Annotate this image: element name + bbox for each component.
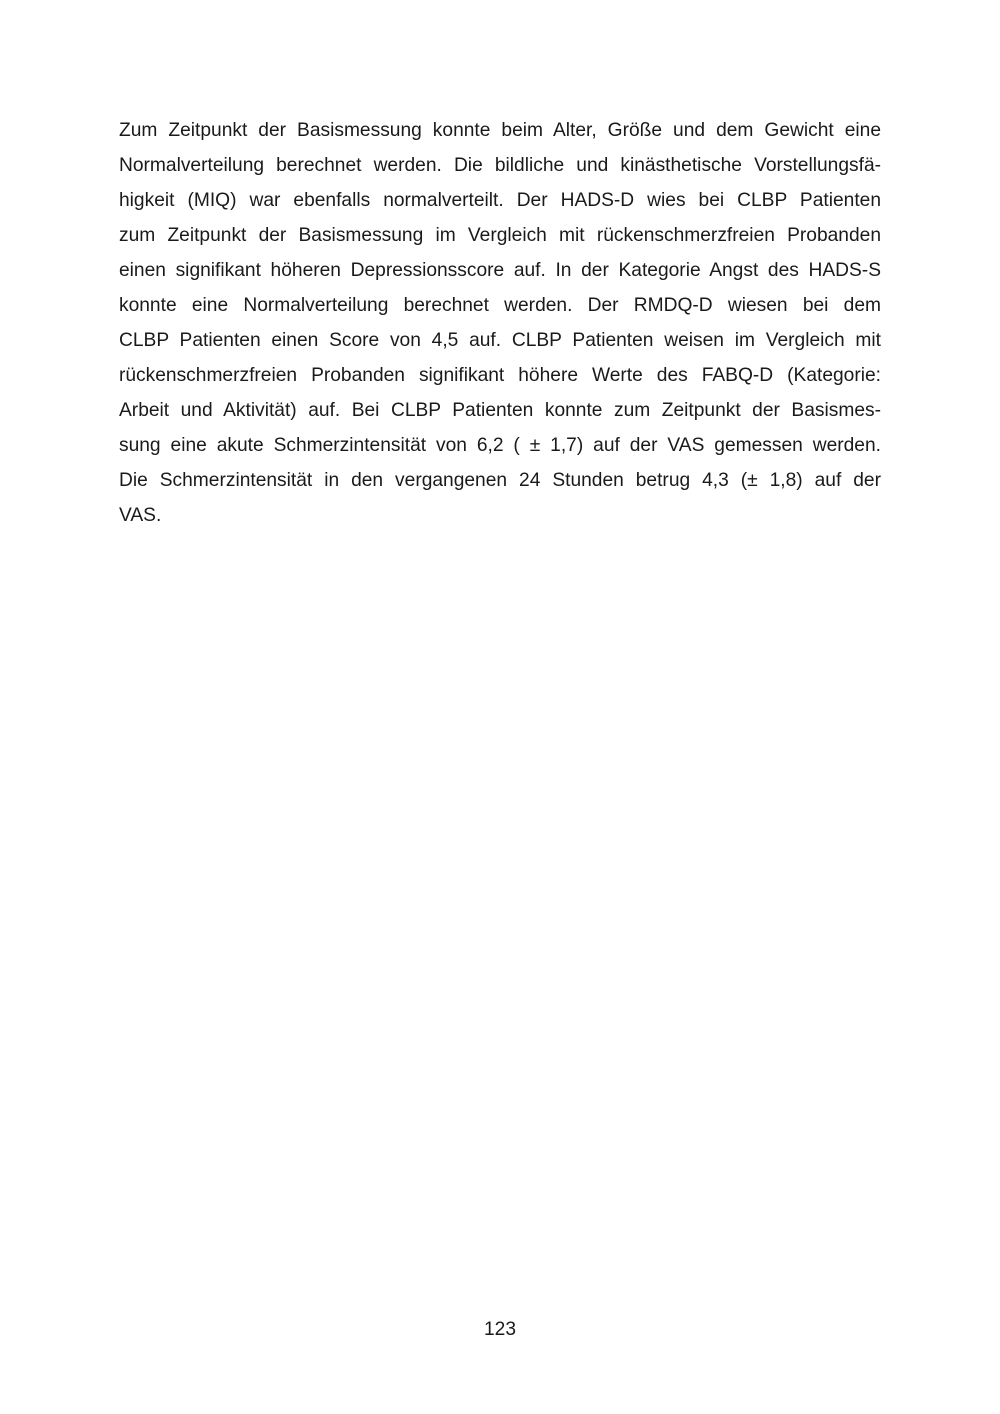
paragraph-line-10: sung eine akute Schmerzintensität von 6,2 ( ± 1,7) auf der VAS gemessen werden. [119,435,881,456]
paragraph-line-1: Zum Zeitpunkt der Basismessung konnte beim Alter, Größe und dem Gewicht eine [119,120,881,141]
paragraph-line-9: Arbeit und Aktivität) auf. Bei CLBP Patienten konnte zum Zeitpunkt der Basismes- [119,400,881,421]
body-paragraph [119,113,881,533]
paragraph-line-6: konnte eine Normalverteilung berechnet werden. Der RMDQ-D wiesen bei dem [119,295,881,316]
paragraph-line-3: higkeit (MIQ) war ebenfalls normalverteilt. Der HADS-D wies bei CLBP Patienten [119,190,881,211]
paragraph-line-7: CLBP Patienten einen Score von 4,5 auf. CLBP Patienten weisen im Vergleich mit [119,330,881,351]
paragraph-line-2: Normalverteilung berechnet werden. Die bildliche und kinästhetische Vorstellungsfä- [119,155,881,176]
page-number: 123 [483,1319,516,1340]
paragraph-line-11: Die Schmerzintensität in den vergangenen 24 Stunden betrug 4,3 (± 1,8) auf der [119,470,881,491]
paragraph-line-5: einen signifikant höheren Depressionsscore auf. In der Kategorie Angst des HADS-S [119,260,881,281]
paragraph-line-8: rückenschmerzfreien Probanden signifikant höhere Werte des FABQ-D (Kategorie: [119,365,881,386]
paragraph-line-4: zum Zeitpunkt der Basismessung im Vergleich mit rückenschmerzfreien Probanden [119,225,881,246]
paragraph-line-12: VAS. [119,505,162,526]
